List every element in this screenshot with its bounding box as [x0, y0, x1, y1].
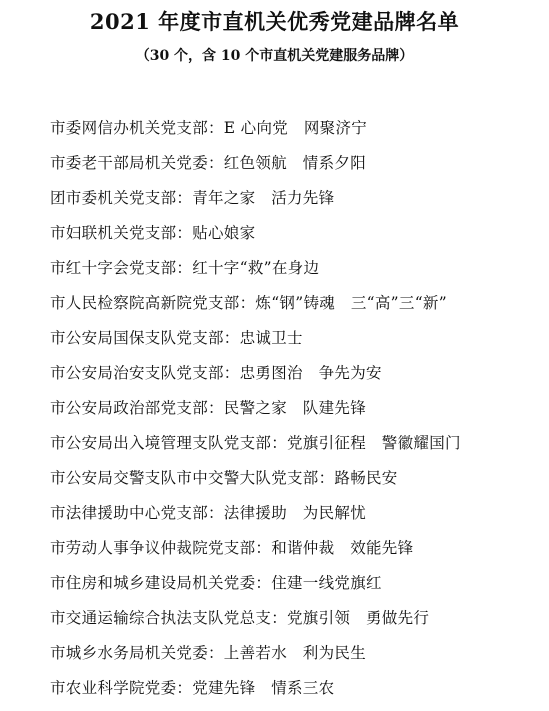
list-item: 市公安局交警支队市中交警大队党支部：路畅民安	[50, 469, 398, 487]
list-item: 市城乡水务局机关党委：上善若水 利为民生	[50, 644, 367, 662]
list-item: 市公安局政治部党支部：民警之家 队建先锋	[50, 399, 367, 417]
brand-list	[50, 116, 540, 711]
list-item: 市委网信办机关党支部：E 心向党 网聚济宁	[50, 119, 368, 137]
list-item: 团市委机关党支部：青年之家 活力先锋	[50, 189, 335, 207]
page-title: 2021 年度市直机关优秀党建品牌名单	[89, 9, 460, 34]
list-item: 市委老干部局机关党委：红色领航 情系夕阳	[50, 154, 367, 172]
list-item: 市法律援助中心党支部：法律援助 为民解忧	[50, 504, 367, 522]
list-item: 市交通运输综合执法支队党总支：党旗引领 勇做先行	[50, 609, 430, 627]
list-item: 市公安局国保支队党支部：忠诚卫士	[50, 329, 303, 347]
list-item: 市人民检察院高新院党支部：炼“钢”铸魂 三“高”三“新”	[50, 294, 447, 312]
list-item: 市农业科学院党委：党建先锋 情系三农	[50, 679, 335, 697]
list-item: 市妇联机关党支部：贴心娘家	[50, 224, 256, 242]
list-item: 市公安局出入境管理支队党支部：党旗引征程 警徽耀国门	[50, 434, 461, 452]
list-item: 市住房和城乡建设局机关党委：住建一线党旗红	[50, 574, 382, 592]
page-subtitle: （30 个，含 10 个市直机关党建服务品牌）	[135, 48, 414, 64]
list-item: 市公安局治安支队党支部：忠勇图治 争先为安	[50, 364, 382, 382]
list-item: 市红十字会党支部：红十字“救”在身边	[50, 259, 320, 277]
list-item: 市劳动人事争议仲裁院党支部：和谐仲裁 效能先锋	[50, 539, 414, 557]
